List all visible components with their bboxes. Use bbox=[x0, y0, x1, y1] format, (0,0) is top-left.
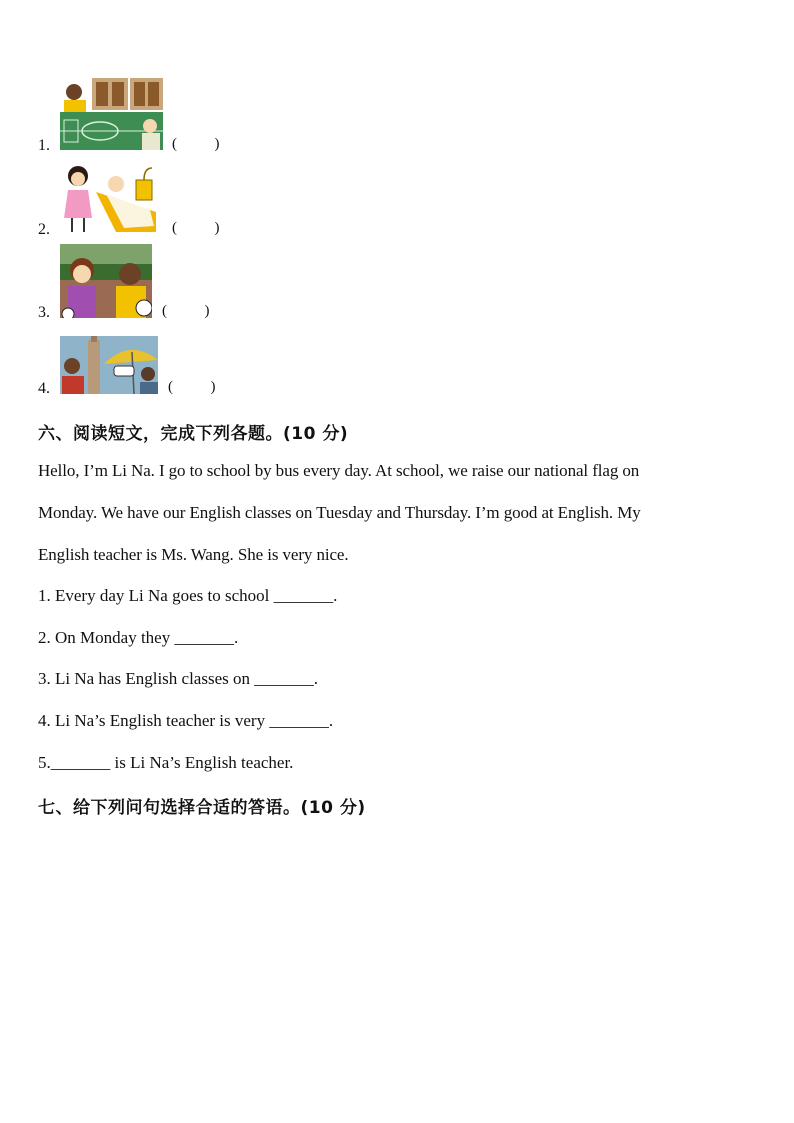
answer-blank: ( ) bbox=[172, 220, 220, 236]
question-5: 5._______ is Li Na’s English teacher. bbox=[38, 753, 294, 772]
passage-line: English teacher is Ms. Wang. She is very nice. bbox=[38, 545, 349, 564]
item-number: 2. bbox=[38, 221, 50, 238]
item-number: 3. bbox=[38, 304, 50, 321]
item-1-picture bbox=[60, 78, 163, 150]
question-2: 2. On Monday they _______. bbox=[38, 628, 239, 647]
question-4: 4. Li Na’s English teacher is very _______. bbox=[38, 711, 334, 730]
question-3: 3. Li Na has English classes on _______. bbox=[38, 669, 318, 688]
passage-line: Hello, I’m Li Na. I go to school by bus every day. At school, we raise our national flag on bbox=[38, 461, 640, 480]
passage-line: Monday. We have our English classes on Tuesday and Thursday. I’m good at English. My bbox=[38, 503, 641, 522]
answer-blank: ( ) bbox=[172, 136, 220, 152]
item-2-picture bbox=[60, 162, 160, 234]
section-7-heading: 七、给下列问句选择合适的答语。(10 分) bbox=[38, 798, 366, 818]
answer-blank: ( ) bbox=[168, 379, 216, 395]
question-1: 1. Every day Li Na goes to school _______. bbox=[38, 586, 338, 605]
answer-blank: ( ) bbox=[162, 303, 210, 319]
item-number: 4. bbox=[38, 380, 50, 397]
item-4-picture bbox=[60, 336, 158, 394]
item-number: 1. bbox=[38, 137, 50, 154]
section-6-heading: 六、阅读短文，完成下列各题。(10 分) bbox=[38, 424, 349, 444]
item-3-picture bbox=[60, 244, 152, 318]
